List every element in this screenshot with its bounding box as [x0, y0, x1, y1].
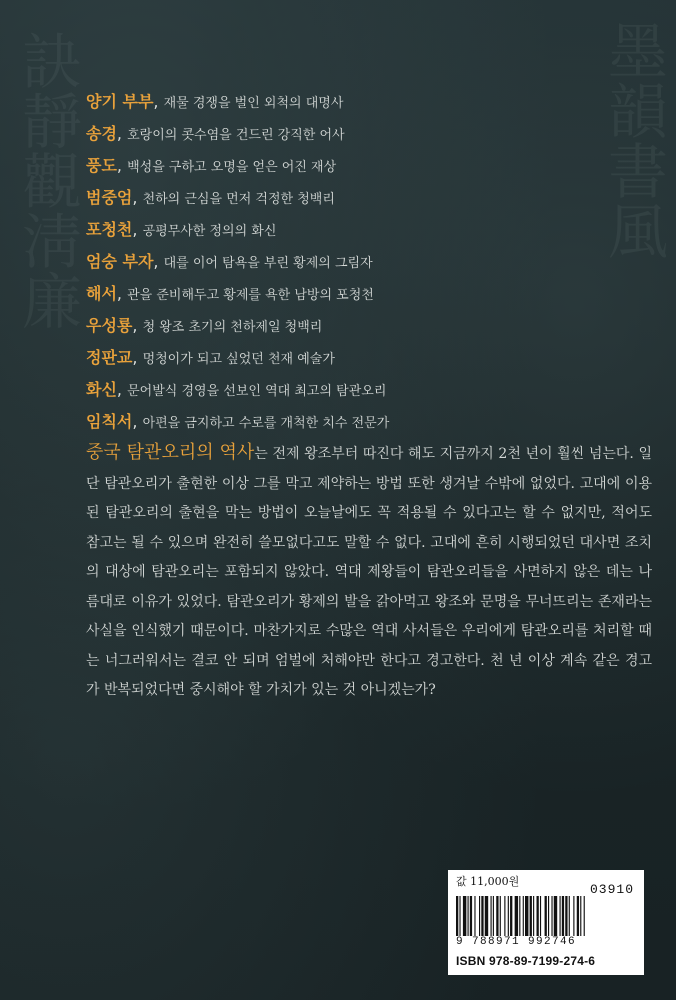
list-item-desc: 재물 경쟁을 벌인 외척의 대명사 [163, 96, 344, 111]
contents-list [86, 86, 646, 438]
list-item-separator: , [116, 156, 123, 175]
list-item-desc: 문어발식 경영을 선보인 역대 최고의 탐관오리 [127, 384, 387, 399]
list-item-name: 풍도 [86, 156, 117, 175]
list-item-separator: , [153, 252, 159, 271]
list-item [86, 214, 646, 246]
list-item-desc: 멍청이가 되고 싶었던 천재 예술가 [142, 352, 335, 367]
list-item-separator: , [132, 316, 138, 335]
list-item [86, 118, 646, 150]
list-item [86, 374, 646, 406]
list-item [86, 310, 646, 342]
list-item-name: 해서 [86, 284, 117, 303]
list-item-separator: , [116, 284, 123, 303]
list-item-separator: , [132, 220, 138, 239]
list-item-name: 양기 부부 [86, 92, 154, 111]
list-item-desc: 천하의 근심을 먼저 걱정한 청백리 [142, 192, 335, 207]
list-item-separator: , [132, 188, 138, 207]
list-item [86, 342, 646, 374]
description-text: 는 전제 왕조부터 따진다 해도 지금까지 2천 년이 훨씬 넘는다. 일단 탐관오리가 출현한 이상 그를 막고 제약하는 방법 또한 생겨날 수밖에 없었다. 고대에 이용된 탐관오리의 출현을 막는 방법이 오늘날에도 꼭 적용될 수 있다고는 할 수 없지만, 적어도 참고는 될 수 있으며 완전히 쓸모없다고도 말할 수 없다. 고대에 흔히 시행되었던 대사면 조치의 대상에 탐관오리는 포함되지 않았다. 역대 제왕들이 탐관오리들을 사면하지 않은 데는 나름대로 이유가 있었다. 탐관오리가 황제의 발을 갉아먹고 왕조와 문명을 무너뜨리는 존재라는 사실을 인식했기 때문이다. 마찬가지로 수많은 역대 사서들은 우리에게 탐관오리를 처리할 때는 너그러워서는 결코 안 되며 엄벌에 처해야만 한다고 경고한다. 천 년 이상 계속 같은 경고가 반복되었다면 중시해야 할 가치가 있는 것 아니겠는가? [86, 446, 652, 698]
barcode-label [448, 870, 644, 975]
list-item-separator: , [132, 412, 138, 431]
price-label: 값 11,000원 [456, 875, 520, 888]
list-item-separator: , [153, 92, 159, 111]
list-item-desc: 대를 이어 탐욕을 부린 황제의 그림자 [163, 256, 373, 271]
list-item-desc: 공평무사한 정의의 화신 [142, 224, 277, 239]
list-item-desc: 청 왕조 초기의 천하제일 청백리 [142, 320, 323, 335]
list-item-desc: 호랑이의 콧수염을 건드린 강직한 어사 [127, 128, 345, 143]
list-item [86, 406, 646, 438]
list-item [86, 182, 646, 214]
list-item [86, 86, 646, 118]
list-item-separator: , [116, 124, 123, 143]
list-item-name: 우성룡 [86, 316, 133, 335]
list-item-separator: , [116, 380, 123, 399]
list-item [86, 150, 646, 182]
calligraphy-background-right: 墨韻書風 [598, 20, 668, 260]
barcode-addon-number: 03910 [589, 882, 634, 897]
list-item-name: 포청천 [86, 220, 133, 239]
list-item [86, 278, 646, 310]
description-lead: 중국 탐관오리의 역사 [86, 442, 255, 463]
list-item-name: 정판교 [86, 348, 133, 367]
barcode-digits: 9 788971 992746 [456, 936, 577, 948]
list-item-name: 엄숭 부자 [86, 252, 154, 271]
list-item-name: 범중엄 [86, 188, 133, 207]
list-item-desc: 백성을 구하고 오명을 얻은 어진 재상 [127, 160, 337, 175]
list-item-desc: 관을 준비해두고 황제를 욕한 남방의 포청천 [127, 288, 374, 303]
barcode-icon [456, 896, 636, 936]
description-paragraph [86, 438, 652, 706]
list-item-separator: , [132, 348, 138, 367]
list-item-desc: 아편을 금지하고 수로를 개척한 치수 전문가 [142, 416, 390, 431]
calligraphy-background-left: 訣靜觀淸廉 [12, 30, 82, 330]
list-item [86, 246, 646, 278]
list-item-name: 화신 [86, 380, 117, 399]
isbn-number: ISBN 978-89-7199-274-6 [456, 954, 596, 968]
list-item-name: 임칙서 [86, 412, 133, 431]
list-item-name: 송경 [86, 124, 117, 143]
